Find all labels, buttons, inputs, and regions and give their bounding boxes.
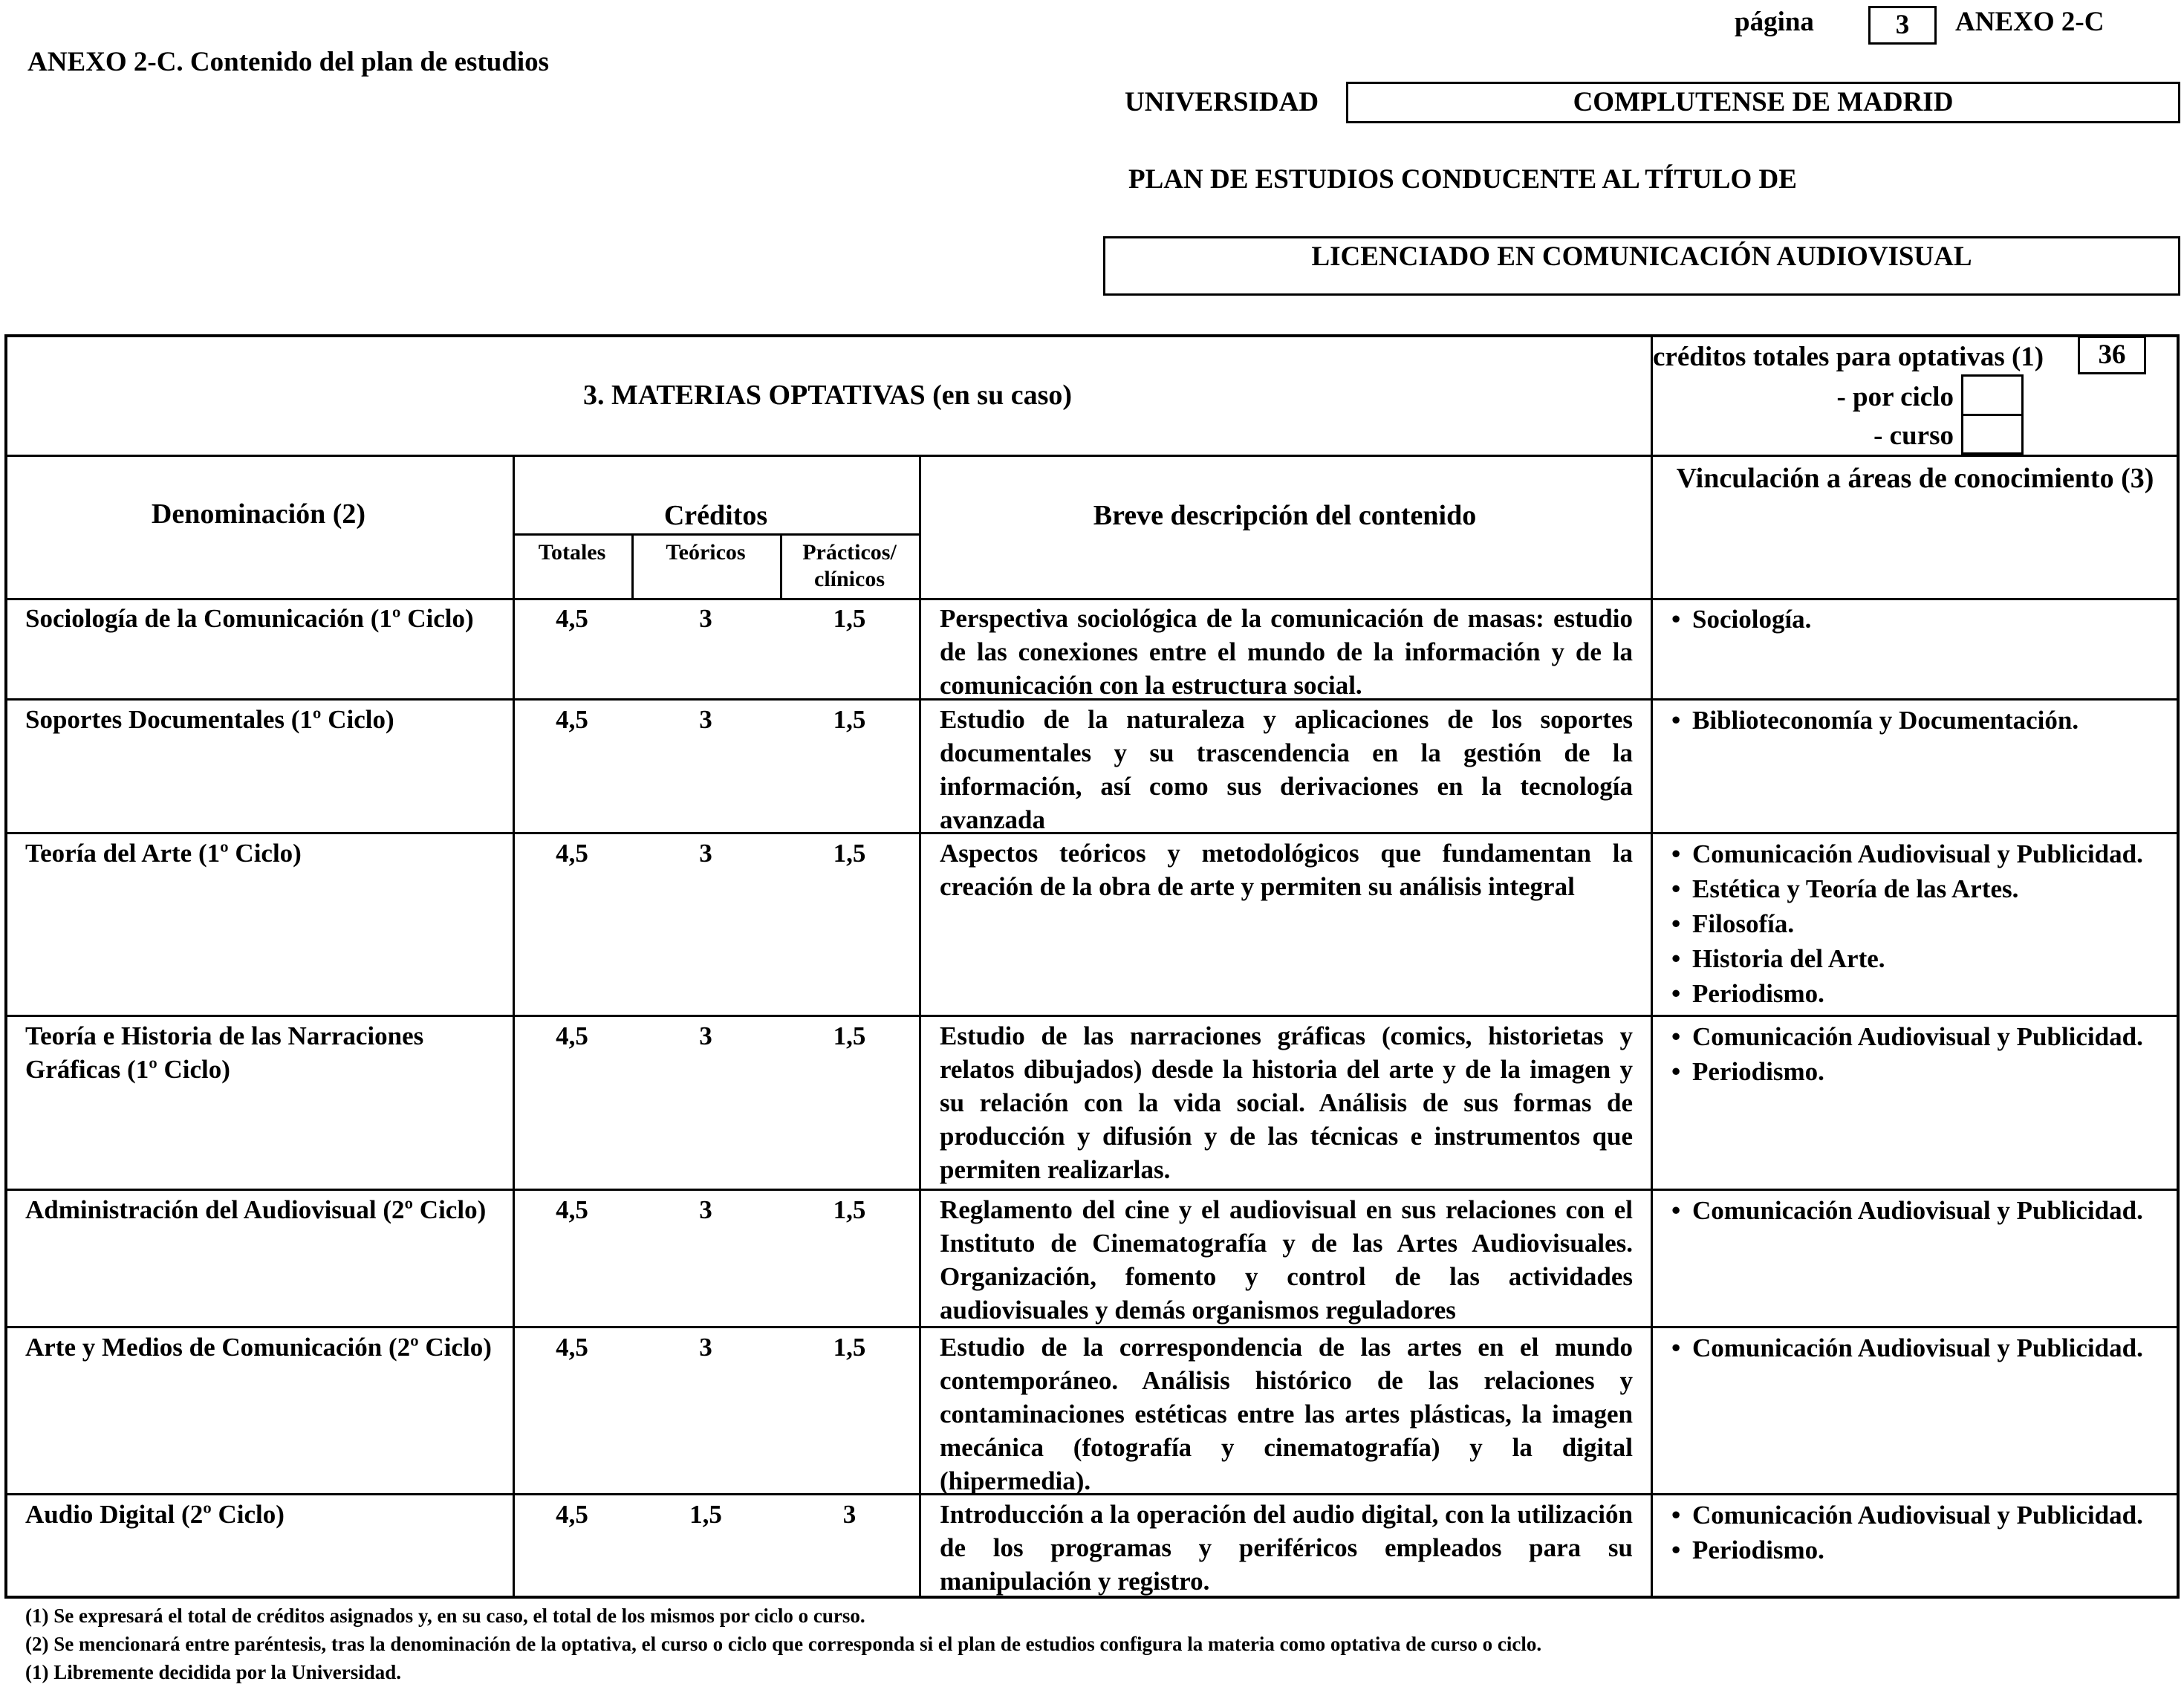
subject-name: Sociología de la Comunicación (1º Ciclo) <box>25 604 474 633</box>
degree-box <box>1103 236 2180 296</box>
credits-practical: 3 <box>842 1500 857 1529</box>
subject-description: Estudio de las narraciones gráficas (comics, historietas y relatos dibujados) desde la historia del arte y de la imagen y su relación con la vida social. Análisis de sus formas de producción y difusión y de las técnicas e instrumentos que permiten realizarlas. <box>940 1021 1633 1184</box>
knowledge-areas <box>1671 1019 2143 1089</box>
knowledge-areas <box>1671 1330 2143 1365</box>
credits-practical: 1,5 <box>833 1195 866 1224</box>
knowledge-areas <box>1671 1498 2143 1567</box>
university-label: UNIVERSIDAD <box>1125 87 1319 117</box>
column-header-totals: Totales <box>538 540 606 565</box>
degree-title: LICENCIADO EN COMUNICACIÓN AUDIOVISUAL <box>1311 241 1972 272</box>
credits-practical: 1,5 <box>833 1333 866 1362</box>
rule <box>1651 334 1653 1599</box>
area-item: • Estética y Teoría de las Artes. <box>1671 871 2143 906</box>
credits-totals: 4,5 <box>556 1333 588 1362</box>
area-item: • Historia del Arte. <box>1671 941 2143 976</box>
subject-description: Estudio de la correspondencia de las artes en el mundo contemporáneo. Análisis histórico de las relaciones y contaminaciones estéticas entre las artes plásticas, la imagen mecánica (fotografía y cinematografía) y la digital (hipermedia). <box>940 1333 1633 1495</box>
credits-totals: 4,5 <box>556 1500 588 1529</box>
column-header-theoretical: Teóricos <box>666 540 746 565</box>
area-item: • Periodismo. <box>1671 1054 2143 1089</box>
credits-theoretical: 3 <box>699 1195 712 1224</box>
subject-name: Teoría del Arte (1º Ciclo) <box>25 839 302 868</box>
credits-theoretical: 3 <box>699 604 712 633</box>
rule <box>4 1189 2180 1191</box>
page-number-box <box>1868 6 1937 45</box>
area-item: • Comunicación Audiovisual y Publicidad. <box>1671 1019 2143 1054</box>
rule <box>4 1015 2180 1017</box>
area-item: • Periodismo. <box>1671 1533 2143 1567</box>
total-credits-value: 36 <box>2098 339 2126 370</box>
annex-title: ANEXO 2-C. Contenido del plan de estudios <box>27 47 550 77</box>
credits-theoretical: 3 <box>699 705 712 734</box>
subject-description: Estudio de la naturaleza y aplicaciones de los soportes documentales y su trascendencia en la gestión de la información, así como sus derivaciones en la tecnología avanzada <box>940 705 1633 834</box>
credits-practical: 1,5 <box>833 1021 866 1050</box>
subject-description: Introducción a la operación del audio digital, con la utilización de los programas y periféricos empleados para su manipulación y registro. <box>940 1500 1633 1596</box>
credits-theoretical: 3 <box>699 1021 712 1050</box>
credits-theoretical: 1,5 <box>689 1500 722 1529</box>
area-item: • Comunicación Audiovisual y Publicidad. <box>1671 1193 2143 1228</box>
rule <box>919 455 921 1599</box>
subject-name: Soportes Documentales (1º Ciclo) <box>25 705 394 734</box>
rule <box>4 455 2180 457</box>
knowledge-areas <box>1671 703 2079 738</box>
credits-practical: 1,5 <box>833 604 866 633</box>
column-header-description: Breve descripción del contenido <box>1093 500 1477 531</box>
footnote: (2) Se mencionará entre paréntesis, tras la denominación de la optativa, el curso o ciclo que corresponda si el plan de estudios configura la materia como optativa de curso o ciclo. <box>25 1633 1542 1655</box>
total-credits-box <box>2078 336 2146 374</box>
university-box <box>1346 82 2180 123</box>
practical-line-1: Prácticos/ <box>802 540 897 565</box>
page-label: página <box>1735 7 1814 37</box>
rule <box>513 533 919 536</box>
subject-description: Perspectiva sociológica de la comunicación de masas: estudio de las conexiones entre el mundo de la información y de la comunicación con la estructura social. <box>940 604 1633 700</box>
practical-line-2: clínicos <box>814 567 885 591</box>
per-course-label: - curso <box>1873 420 1954 451</box>
plan-label: PLAN DE ESTUDIOS CONDUCENTE AL TÍTULO DE <box>1128 164 1797 195</box>
credits-theoretical: 3 <box>699 839 712 868</box>
credits-totals: 4,5 <box>556 1195 588 1224</box>
university-name: COMPLUTENSE DE MADRID <box>1573 87 1954 117</box>
credits-totals: 4,5 <box>556 604 588 633</box>
footnote: (1) Libremente decidida por la Universidad. <box>25 1661 402 1683</box>
area-item: • Comunicación Audiovisual y Publicidad. <box>1671 836 2143 871</box>
area-item: • Biblioteconomía y Documentación. <box>1671 703 2079 738</box>
credits-totals: 4,5 <box>556 1021 588 1050</box>
credits-totals: 4,5 <box>556 705 588 734</box>
area-item: • Periodismo. <box>1671 976 2143 1011</box>
credits-practical: 1,5 <box>833 705 866 734</box>
footnote: (1) Se expresará el total de créditos asignados y, en su caso, el total de los mismos por ciclo o curso. <box>25 1605 865 1627</box>
knowledge-areas <box>1671 836 2143 1011</box>
subject-name: Teoría e Historia de las Narraciones Gráficas (1º Ciclo) <box>25 1021 424 1084</box>
knowledge-areas <box>1671 1193 2143 1228</box>
area-item: • Sociología. <box>1671 602 1811 637</box>
column-header-name: Denominación (2) <box>151 498 366 530</box>
credits-theoretical: 3 <box>699 1333 712 1362</box>
area-item: • Filosofía. <box>1671 906 2143 941</box>
knowledge-areas <box>1671 602 1811 637</box>
rule <box>4 598 2180 600</box>
subject-description: Reglamento del cine y el audiovisual en sus relaciones con el Instituto de Cinematografía y de las Artes Audiovisuales. Organización, fomento y control de las actividades audiovisuales y demás organismos reguladores <box>940 1195 1633 1325</box>
credits-totals: 4,5 <box>556 839 588 868</box>
area-item: • Comunicación Audiovisual y Publicidad. <box>1671 1498 2143 1533</box>
column-header-credits: Créditos <box>663 500 768 531</box>
subject-name: Audio Digital (2º Ciclo) <box>25 1500 285 1529</box>
total-credits-label: créditos totales para optativas (1) <box>1653 342 2044 372</box>
per-cycle-label: - por ciclo <box>1836 382 1954 412</box>
rule <box>1961 414 2024 416</box>
section-title: 3. MATERIAS OPTATIVAS (en su caso) <box>582 380 1073 411</box>
area-item: • Comunicación Audiovisual y Publicidad. <box>1671 1330 2143 1365</box>
credits-practical: 1,5 <box>833 839 866 868</box>
page-number: 3 <box>1895 10 1910 40</box>
annex-code: ANEXO 2-C <box>1955 7 2105 37</box>
subject-name: Administración del Audiovisual (2º Ciclo) <box>25 1195 487 1224</box>
subject-name: Arte y Medios de Comunicación (2º Ciclo) <box>25 1333 492 1362</box>
column-header-areas: Vinculación a áreas de conocimiento (3) <box>1676 463 2154 494</box>
subject-description: Aspectos teóricos y metodológicos que fundamentan la creación de la obra de arte y permiten su análisis integral <box>940 839 1633 901</box>
column-header-practical <box>780 539 919 593</box>
